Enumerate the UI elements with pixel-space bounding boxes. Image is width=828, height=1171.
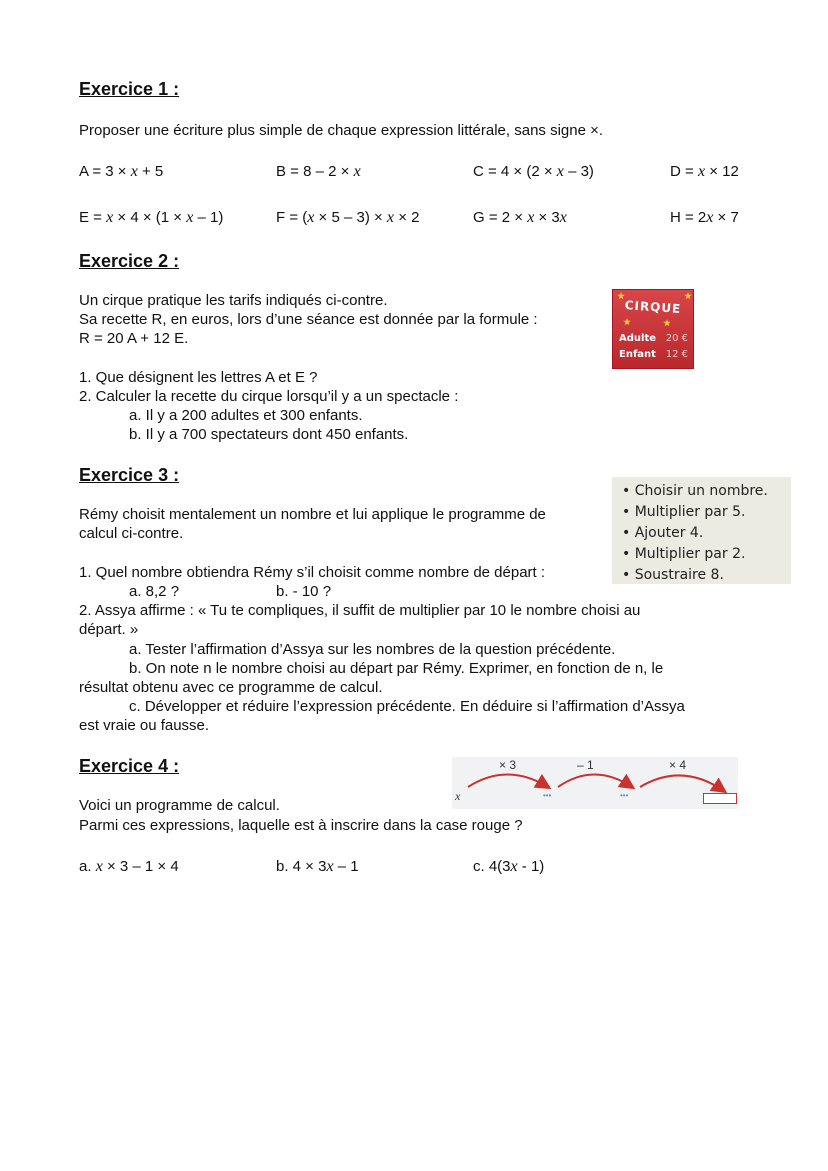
star-icon [623,318,631,326]
expression-e: E = x × 4 × (1 × x – 1) [79,209,224,226]
ex2-question-2b: b. Il y a 700 spectateurs dont 450 enfants. [129,426,409,443]
diagram-dots: ••• [543,791,552,800]
ex2-text-line: Sa recette R, en euros, lors d’une séance est donnée par la formule : [79,311,538,328]
star-icon [684,292,692,300]
ex2-question-1: 1. Que désignent les lettres A et E ? [79,369,318,386]
choice-a: a. x × 3 – 1 × 4 [79,858,179,875]
ex3-question-1b: b. - 10 ? [276,583,332,600]
star-icon [663,319,671,327]
exercise-3-title: Exercice 3 : [79,465,180,485]
ex3-question-2c: est vraie ou fausse. [79,717,210,734]
poster-title: CIRQUE [624,298,682,316]
exercise-1-instruction: Proposer une écriture plus simple de chaque expression littérale, sans signe ×. [79,122,604,139]
program-step: • Ajouter 4. [622,525,704,541]
expression-a: A = 3 × x + 5 [79,163,164,180]
diagram-dots: ••• [620,791,629,800]
program-step: • Soustraire 8. [622,567,724,583]
diagram-start: x [455,789,461,803]
ex2-text-line: Un cirque pratique les tarifs indiqués ci-contre. [79,292,388,309]
red-answer-box [703,793,737,804]
expression-h: H = 2x × 7 [670,209,739,226]
calculation-program-diagram [452,757,738,809]
arrows-icon [452,757,738,809]
poster-label-adult: Adulte [619,333,657,344]
expression-f: F = (x × 5 – 3) × x × 2 [276,209,420,226]
ex3-question-2c: c. Développer et réduire l’expression précédente. En déduire si l’affirmation d’Assya [129,698,685,715]
ex4-text-line: Voici un programme de calcul. [79,797,280,814]
diagram-op-1: × 3 [499,758,517,772]
ex3-intro: Rémy choisit mentalement un nombre et lui applique le programme de [79,506,546,523]
ex3-question-2b: b. On note n le nombre choisi au départ par Rémy. Exprimer, en fonction de n, le [129,660,664,677]
expression-d: D = x × 12 [670,163,739,180]
ex2-question-2: 2. Calculer la recette du cirque lorsqu’il y a un spectacle : [79,388,459,405]
program-step: • Choisir un nombre. [622,483,768,499]
diagram-op-3: × 4 [669,758,687,772]
ex3-question-1: 1. Quel nombre obtiendra Rémy s’il choisit comme nombre de départ : [79,564,546,581]
ex3-question-2b: résultat obtenu avec ce programme de calcul. [79,679,383,696]
ex3-intro: calcul ci-contre. [79,525,184,542]
calculation-program-box [612,477,791,584]
program-step: • Multiplier par 2. [622,546,746,562]
ex3-question-2: départ. » [79,621,139,638]
exercise-1-title: Exercice 1 : [79,79,180,99]
expression-c: C = 4 × (2 × x – 3) [473,163,594,180]
diagram-op-2: – 1 [577,758,594,772]
exercise-4-title: Exercice 4 : [79,756,180,776]
ex4-text-line: Parmi ces expressions, laquelle est à inscrire dans la case rouge ? [79,817,523,834]
choice-c: c. 4(3x - 1) [473,858,545,875]
ex3-question-2: 2. Assya affirme : « Tu te compliques, il suffit de multiplier par 10 le nombre choisi au [79,602,641,619]
ex2-question-2a: a. Il y a 200 adultes et 300 enfants. [129,407,363,424]
expression-b: B = 8 – 2 × x [276,163,361,180]
program-step: • Multiplier par 5. [622,504,746,520]
poster-label-child: Enfant [619,349,656,360]
ex2-formula: R = 20 A + 12 E. [79,330,189,347]
poster-price-adult: 20 € [665,333,688,344]
choice-b: b. 4 × 3x – 1 [276,858,359,875]
ex3-question-1a: a. 8,2 ? [129,583,180,600]
exercise-2-title: Exercice 2 : [79,251,180,271]
ex3-question-2a: a. Tester l’affirmation d’Assya sur les nombres de la question précédente. [129,641,616,658]
expression-g: G = 2 × x × 3x [473,209,567,226]
circus-price-poster [612,289,694,369]
poster-price-child: 12 € [665,349,688,360]
